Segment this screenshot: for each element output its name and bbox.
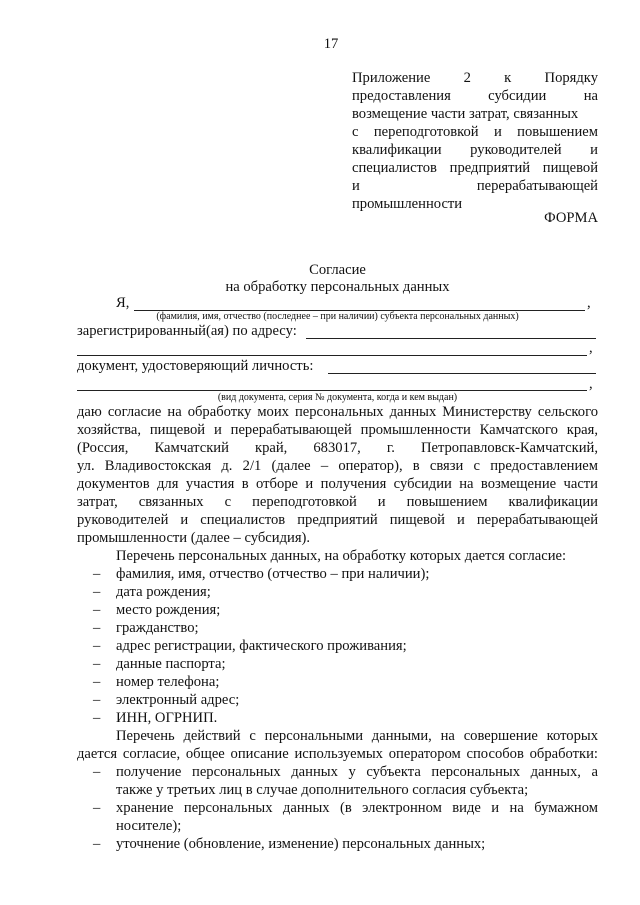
document-field-line[interactable] [328,373,596,374]
consent-line: ул. Владивостокская д. 2/1 (далее – оператор), в связи с предоставлением [77,458,598,474]
dash-bullet: – [93,620,101,636]
name-field-end: , [587,295,591,311]
dash-bullet: – [93,566,101,582]
address-label: зарегистрированный(ая) по адресу: [77,323,297,339]
document-caption: (вид документа, серия № документа, когда и кем выдан) [217,392,458,403]
document-label: документ, удостоверяющий личность: [77,358,314,374]
appendix-line: предоставления субсидии на [352,88,598,104]
consent-line: хозяйства, пищевой и перерабатывающей промышленности Камчатского края, [77,422,598,438]
dash-bullet: – [93,602,101,618]
appendix-line: возмещение части затрат, связанных [352,106,579,122]
list-item-text: также у третьих лиц в случае дополнительного согласия субъекта; [116,782,529,798]
dash-bullet: – [93,674,101,690]
consent-line: даю согласие на обработку моих персональных данных Министерству сельского [77,404,598,420]
list-item-text: электронный адрес; [116,692,240,708]
list-item-text: данные паспорта; [116,656,226,672]
appendix-line: Приложение 2 к Порядку [352,70,598,86]
dash-bullet: – [93,836,101,852]
consent-line: затрат, связанных с переподготовкой и повышением квалификации [77,494,598,510]
document-title: Согласие [309,262,366,278]
dash-bullet: – [93,584,101,600]
consent-line: руководителей и специалистов предприятий пищевой и перерабатывающей [77,512,598,528]
list-item-text: носителе); [116,818,182,834]
dash-bullet: – [93,710,101,726]
list-item-text: фамилия, имя, отчество (отчество – при наличии); [116,566,430,582]
appendix-line: с переподготовкой и повышением [352,124,598,140]
appendix-line: специалистов предприятий пищевой [352,160,598,176]
list-item-text: дата рождения; [116,584,211,600]
document-subtitle: на обработку персональных данных [225,279,450,295]
actions-list-intro-2: дается согласие, общее описание используемых оператором способов обработки: [77,746,598,762]
list-item-text: ИНН, ОГРНИП. [116,710,218,726]
list-item-text: уточнение (обновление, изменение) персональных данных; [116,836,486,852]
document-field-end: , [589,376,593,392]
page-number: 17 [323,36,339,52]
list-item-text: место рождения; [116,602,221,618]
appendix-line: и перерабатывающей [352,178,598,194]
consent-line: документов для участия в отборе и получения субсидии на возмещение части [77,476,598,492]
appendix-line: квалификации руководителей и [352,142,598,158]
address-field-line-2[interactable] [77,355,587,356]
consent-line: промышленности (далее – субсидия). [77,530,311,546]
document-field-line-2[interactable] [77,390,587,391]
consent-line: (Россия, Камчатский край, 683017, г. Петропавловск-Камчатский, [77,440,598,456]
list-item-text: получение персональных данных у субъекта персональных данных, а [116,764,598,780]
form-label: ФОРМА [544,210,598,226]
address-field-line[interactable] [306,338,596,339]
personal-data-list-intro: Перечень персональных данных, на обработку которых дается согласие: [116,548,567,564]
actions-list-intro: Перечень действий с персональными данными, на совершение которых [116,728,598,744]
list-item-text: адрес регистрации, фактического проживания; [116,638,407,654]
dash-bullet: – [93,800,101,816]
address-field-end: , [589,340,593,356]
list-item-text: хранение персональных данных (в электронном виде и на бумажном [116,800,598,816]
name-caption: (фамилия, имя, отчество (последнее – при наличии) субъекта персональных данных) [156,311,519,322]
appendix-line: промышленности [352,196,463,212]
dash-bullet: – [93,692,101,708]
i-label: Я, [116,295,130,311]
dash-bullet: – [93,764,101,780]
list-item-text: номер телефона; [116,674,220,690]
dash-bullet: – [93,638,101,654]
dash-bullet: – [93,656,101,672]
list-item-text: гражданство; [116,620,199,636]
